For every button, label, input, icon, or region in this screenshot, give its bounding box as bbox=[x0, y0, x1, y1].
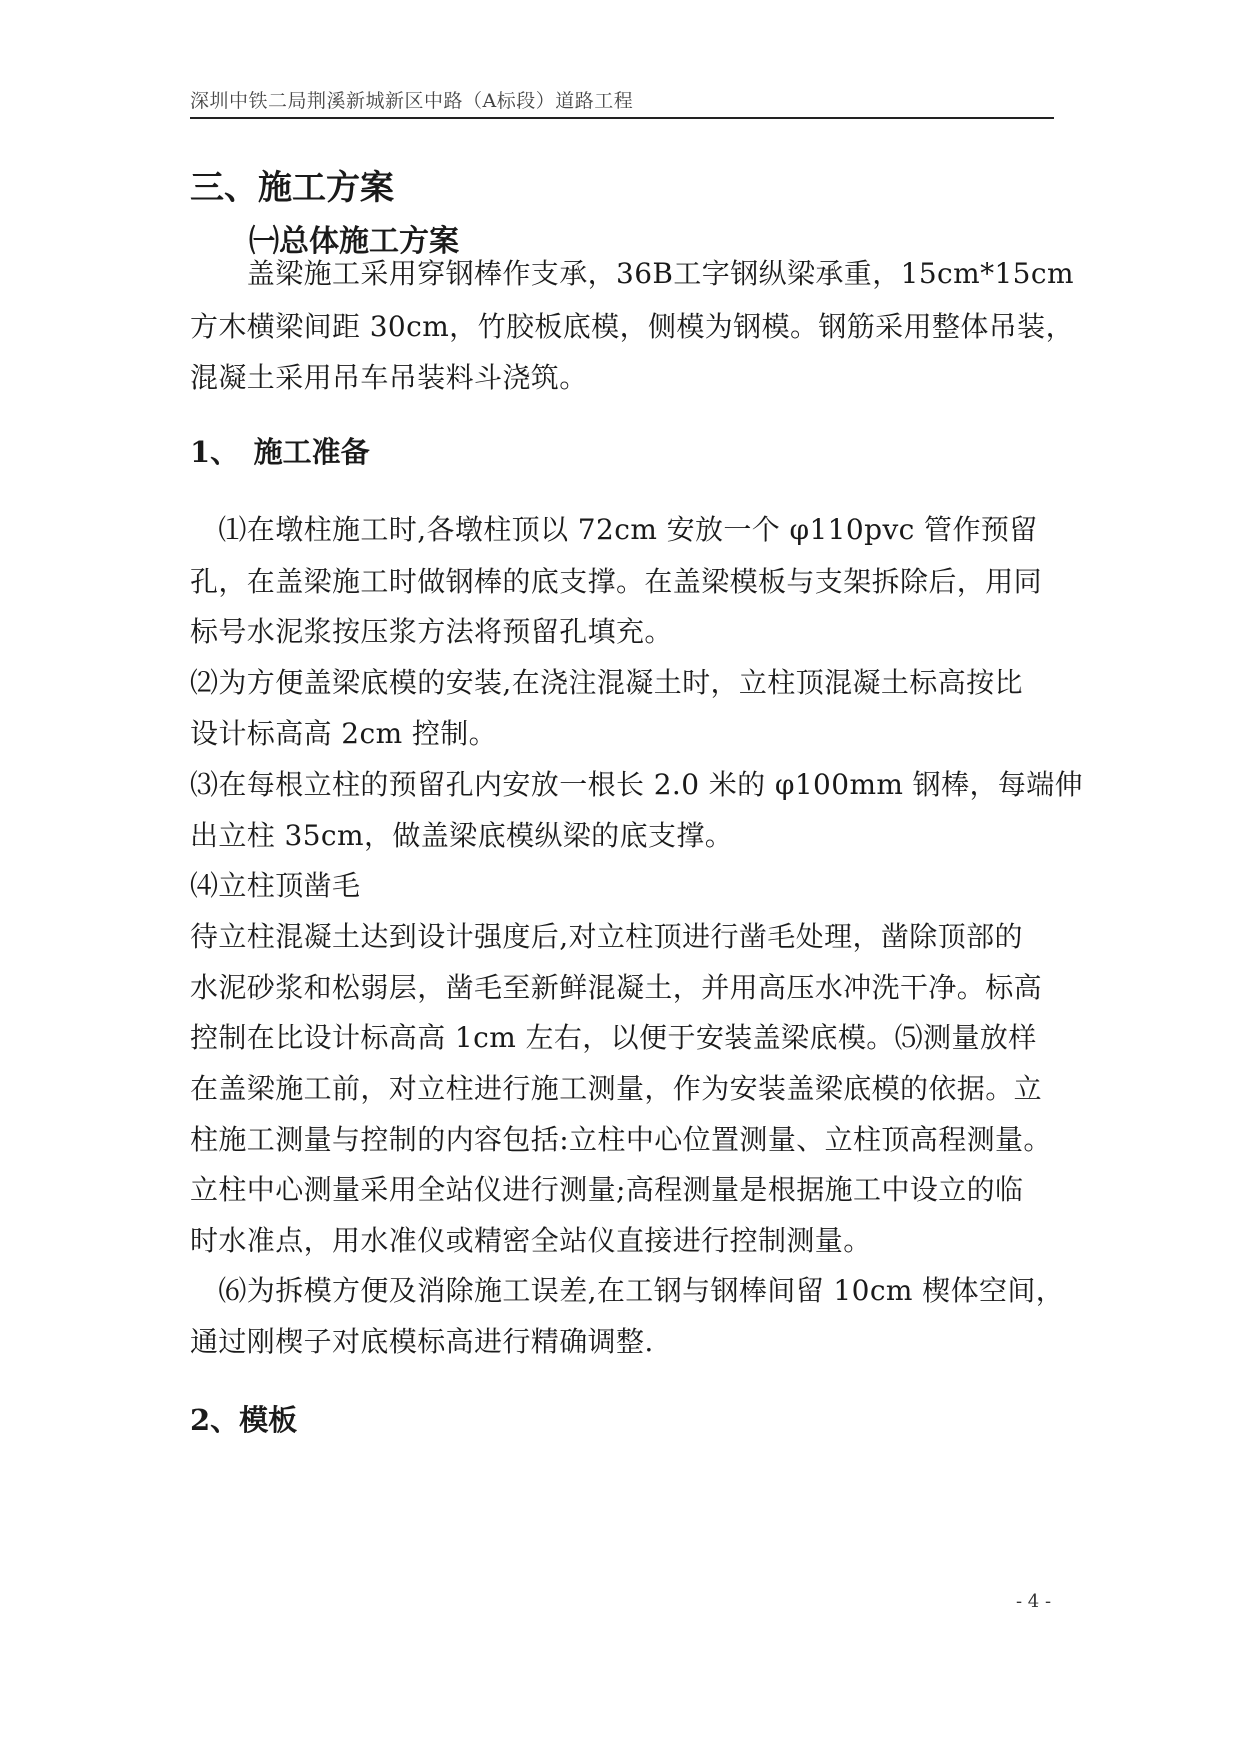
body-line: 水泥砂浆和松弱层，凿毛至新鲜混凝土，并用高压水冲洗干净。标高 bbox=[190, 971, 1043, 1004]
intro-line: 混凝土采用吊车吊装料斗浇筑。 bbox=[190, 361, 588, 394]
section-subtitle: ㈠总体施工方案 bbox=[249, 224, 459, 259]
body-line: 出立柱 35cm，做盖梁底模纵梁的底支撑。 bbox=[190, 819, 734, 852]
heading-formwork: 2、模板 bbox=[190, 1403, 298, 1437]
body-line: ⑹为拆模方便及消除施工误差,在工钢与钢棒间留 10cm 楔体空间， bbox=[190, 1274, 1065, 1307]
page-number: - 4 - bbox=[1016, 1591, 1052, 1612]
body-line: 通过刚楔子对底模标高进行精确调整. bbox=[190, 1325, 654, 1358]
body-line: ⑷立柱顶凿毛 bbox=[190, 869, 361, 902]
body-line: 控制在比设计标高高 1cm 左右，以便于安装盖梁底模。⑸测量放样 bbox=[190, 1021, 1037, 1054]
body-line: ⑵为方便盖梁底模的安装,在浇注混凝土时，立柱顶混凝土标高按比 bbox=[190, 666, 1023, 699]
heading-construction-prep: 1、 施工准备 bbox=[190, 435, 370, 469]
body-line: 设计标高高 2cm 控制。 bbox=[190, 717, 498, 750]
intro-line: 方木横梁间距 30cm，竹胶板底模，侧模为钢模。钢筋采用整体吊装， bbox=[190, 310, 1074, 343]
running-header-title: 深圳中铁二局荆溪新城新区中路（A标段）道路工程 bbox=[190, 90, 634, 112]
section-title: 三、施工方案 bbox=[190, 168, 394, 208]
body-line: ⑶在每根立柱的预留孔内安放一根长 2.0 米的 φ100mm 钢棒，每端伸 bbox=[190, 768, 1084, 801]
body-line: 待立柱混凝土达到设计强度后,对立柱顶进行凿毛处理，凿除顶部的 bbox=[190, 920, 1023, 953]
body-line: 立柱中心测量采用全站仪进行测量;高程测量是根据施工中设立的临 bbox=[190, 1173, 1024, 1206]
running-header bbox=[190, 87, 1054, 119]
body-line: 柱施工测量与控制的内容包括:立柱中心位置测量、立柱顶高程测量。 bbox=[190, 1123, 1052, 1156]
body-line: 在盖梁施工前，对立柱进行施工测量，作为安装盖梁底模的依据。立 bbox=[190, 1072, 1043, 1105]
body-line: 标号水泥浆按压浆方法将预留孔填充。 bbox=[190, 615, 673, 648]
body-line: ⑴在墩柱施工时,各墩柱顶以 72cm 安放一个 φ110pvc 管作预留 bbox=[190, 513, 1038, 546]
body-line: 时水准点，用水准仪或精密全站仪直接进行控制测量。 bbox=[190, 1224, 872, 1257]
body-line: 孔，在盖梁施工时做钢棒的底支撑。在盖梁模板与支架拆除后，用同 bbox=[190, 565, 1043, 598]
intro-line: 盖梁施工采用穿钢棒作支承，36B工字钢纵梁承重，15cm*15cm bbox=[190, 257, 1074, 290]
